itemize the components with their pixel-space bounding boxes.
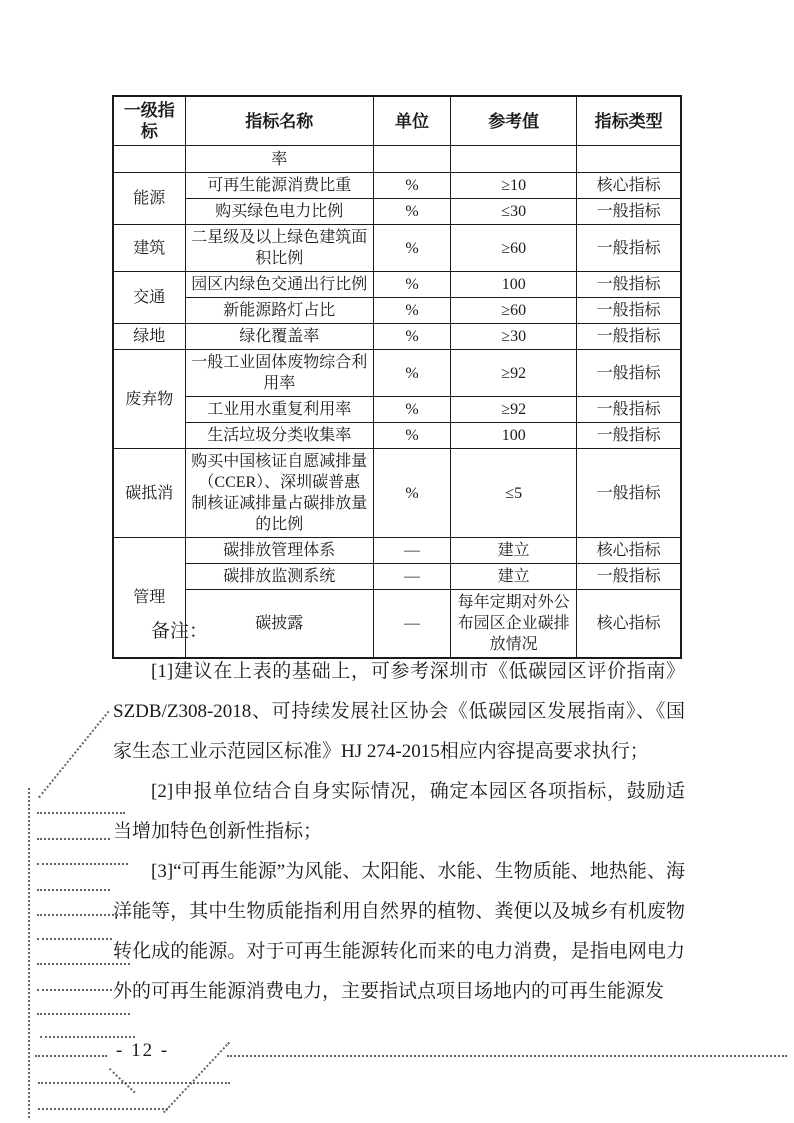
scan-artifact-dots: [37, 989, 112, 991]
reference-value-cell: ≥10: [451, 173, 577, 199]
category-cell: 管理: [113, 538, 185, 659]
reference-value-cell: ≥60: [451, 225, 577, 272]
note-paragraph: [3]“可再生能源”为风能、太阳能、水能、生物质能、地热能、海洋能等，其中生物质能指利用自然界的植物、粪便以及城乡有机废物转化成的能源。对于可再生能源转化而来的电力消费，是指电网电力外的可再生能源消费电力，主要指试点项目场地内的可再生能源发: [113, 861, 685, 1002]
indicator-name-cell: 购买中国核证自愿减排量（CCER）、深圳碳普惠制核证减排量占碳排放量的比例: [185, 449, 373, 538]
indicator-name-cell: 一般工业固体废物综合利用率: [185, 350, 373, 397]
indicator-type-cell: 一般指标: [577, 272, 681, 298]
indicator-name-cell: 碳披露: [185, 590, 373, 659]
reference-value-cell: ≤30: [451, 199, 577, 225]
reference-value-cell: ≤5: [451, 449, 577, 538]
unit-cell: [373, 146, 450, 173]
table-row: [113, 298, 681, 324]
table-row: [113, 350, 681, 397]
indicator-name-cell: 率: [185, 146, 373, 173]
scan-artifact-dots: [37, 938, 112, 940]
table-row: [113, 324, 681, 350]
indicator-name-cell: 二星级及以上绿色建筑面积比例: [185, 225, 373, 272]
table-row: [113, 173, 681, 199]
column-header: 指标名称: [185, 96, 373, 146]
category-cell: 碳抵消: [113, 449, 185, 538]
unit-cell: %: [373, 173, 450, 199]
category-cell: [113, 146, 185, 173]
indicator-type-cell: 核心指标: [577, 173, 681, 199]
category-cell: 绿地: [113, 324, 185, 350]
scan-artifact-dots: [37, 1013, 130, 1015]
table-row: [113, 449, 681, 538]
indicator-type-cell: 一般指标: [577, 350, 681, 397]
table-row: [113, 225, 681, 272]
scan-artifact-diagonal: [109, 1068, 136, 1093]
unit-cell: %: [373, 298, 450, 324]
unit-cell: %: [373, 423, 450, 449]
unit-cell: %: [373, 199, 450, 225]
scan-artifact-dots: [38, 1108, 168, 1110]
scan-artifact-dots: [227, 1055, 787, 1057]
reference-value-cell: ≥30: [451, 324, 577, 350]
reference-value-cell: 100: [451, 272, 577, 298]
indicator-type-cell: 核心指标: [577, 538, 681, 564]
page-number: - 12 -: [116, 1040, 170, 1061]
indicator-table: [112, 95, 682, 659]
indicator-name-cell: 可再生能源消费比重: [185, 173, 373, 199]
column-header: 单位: [373, 96, 450, 146]
indicator-name-cell: 园区内绿色交通出行比例: [185, 272, 373, 298]
note-paragraph: [1]建议在上表的基础上，可参考深圳市《低碳园区评价指南》SZDB/Z308-2018、可持续发展社区协会《低碳园区发展指南》、《国家生态工业示范园区标准》HJ 274-2015相应内容提高要求执行；: [113, 661, 685, 762]
scan-artifact-dots: [38, 1082, 230, 1084]
unit-cell: —: [373, 538, 450, 564]
indicator-type-cell: [577, 146, 681, 173]
unit-cell: %: [373, 449, 450, 538]
indicator-type-cell: 一般指标: [577, 298, 681, 324]
indicator-type-cell: 一般指标: [577, 449, 681, 538]
reference-value-cell: 每年定期对外公布园区企业碳排放情况: [451, 590, 577, 659]
scan-artifact-vertical-dots: [28, 788, 30, 1118]
category-cell: 能源: [113, 173, 185, 225]
notes-label: 备注：: [151, 621, 209, 642]
scan-artifact-dots: [37, 812, 125, 814]
scan-artifact-diagonal: [38, 711, 109, 799]
indicator-type-cell: 一般指标: [577, 225, 681, 272]
reference-value-cell: ≥92: [451, 350, 577, 397]
indicator-name-cell: 生活垃圾分类收集率: [185, 423, 373, 449]
column-header: 指标类型: [577, 96, 681, 146]
indicator-name-cell: 碳排放监测系统: [185, 564, 373, 590]
reference-value-cell: ≥60: [451, 298, 577, 324]
indicator-type-cell: 核心指标: [577, 590, 681, 659]
table-row: [113, 397, 681, 423]
scan-artifact-dots: [35, 1055, 107, 1057]
unit-cell: —: [373, 564, 450, 590]
indicator-type-cell: 一般指标: [577, 564, 681, 590]
indicator-name-cell: 购买绿色电力比例: [185, 199, 373, 225]
scan-artifact-dots: [40, 1036, 135, 1038]
indicator-name-cell: 新能源路灯占比: [185, 298, 373, 324]
table-row: [113, 538, 681, 564]
reference-value-cell: 建立: [451, 538, 577, 564]
note-paragraph: [2]申报单位结合自身实际情况，确定本园区各项指标，鼓励适当增加特色创新性指标；: [113, 781, 685, 842]
indicator-type-cell: 一般指标: [577, 423, 681, 449]
indicator-type-cell: 一般指标: [577, 324, 681, 350]
table-row: [113, 272, 681, 298]
scan-artifact-diagonal: [163, 1042, 230, 1114]
scan-artifact-dots: [37, 838, 110, 840]
indicator-name-cell: 碳排放管理体系: [185, 538, 373, 564]
category-cell: 建筑: [113, 225, 185, 272]
column-header: 一级指标: [113, 96, 185, 146]
unit-cell: %: [373, 272, 450, 298]
unit-cell: %: [373, 397, 450, 423]
table-body: [113, 146, 681, 659]
indicator-name-cell: 绿化覆盖率: [185, 324, 373, 350]
table-row: [113, 199, 681, 225]
unit-cell: —: [373, 590, 450, 659]
reference-value-cell: [451, 146, 577, 173]
category-cell: 交通: [113, 272, 185, 324]
indicator-type-cell: 一般指标: [577, 397, 681, 423]
reference-value-cell: 100: [451, 423, 577, 449]
reference-value-cell: 建立: [451, 564, 577, 590]
indicator-type-cell: 一般指标: [577, 199, 681, 225]
unit-cell: %: [373, 225, 450, 272]
unit-cell: %: [373, 324, 450, 350]
scan-artifact-dots: [37, 889, 110, 891]
table-row: [113, 564, 681, 590]
category-cell: 废弃物: [113, 350, 185, 449]
unit-cell: %: [373, 350, 450, 397]
table-header-row: [113, 96, 681, 146]
reference-value-cell: ≥92: [451, 397, 577, 423]
table-row: [113, 423, 681, 449]
column-header: 参考值: [451, 96, 577, 146]
notes-section: [113, 612, 685, 1012]
indicator-name-cell: 工业用水重复利用率: [185, 397, 373, 423]
table-row: [113, 146, 681, 173]
